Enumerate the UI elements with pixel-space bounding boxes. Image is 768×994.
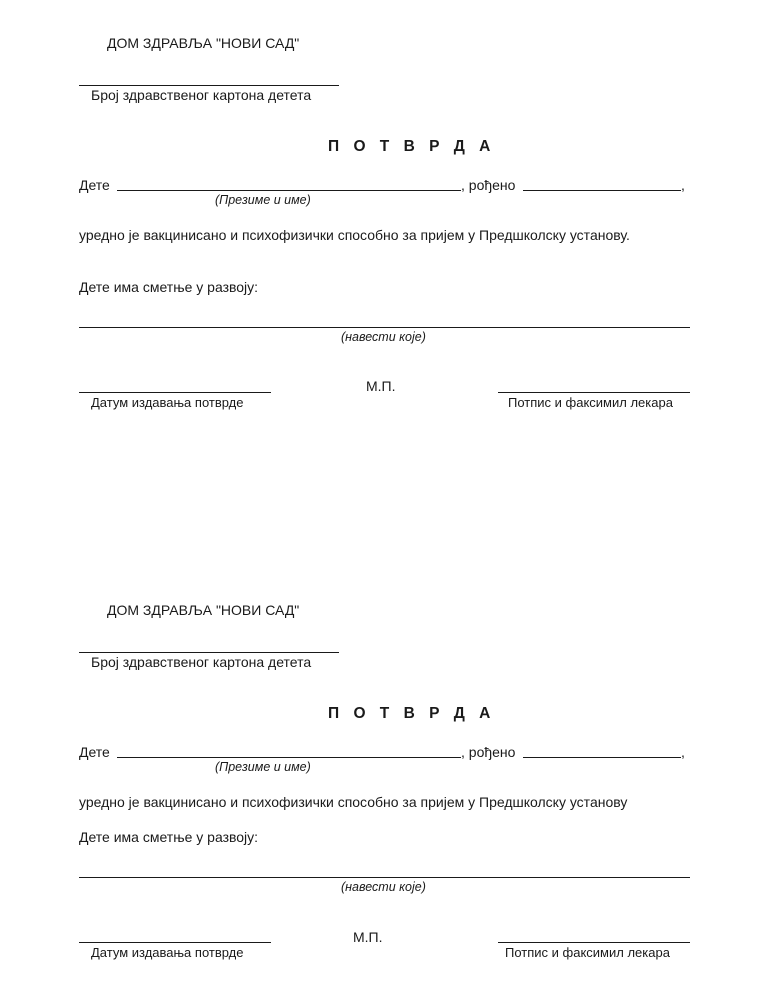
card-number-label: Број здравственог картона детета bbox=[91, 87, 312, 103]
card-number-label: Број здравственог картона детета bbox=[91, 654, 312, 670]
born-label: , рођено bbox=[461, 744, 516, 760]
signature-label: Потпис и факсимил лекара bbox=[505, 945, 670, 960]
statement-text: уредно је вакцинисано и психофизички способно за пријем у Предшколску установу bbox=[79, 794, 628, 810]
issue-date-field-line[interactable] bbox=[79, 392, 271, 393]
issue-date-field-line[interactable] bbox=[79, 942, 271, 943]
child-name-field-line[interactable] bbox=[117, 757, 461, 758]
birth-date-field-line[interactable] bbox=[523, 757, 681, 758]
stamp-placeholder: М.П. bbox=[353, 929, 383, 945]
development-label: Дете има сметње у развоју: bbox=[79, 279, 259, 295]
institution-name: ДОМ ЗДРАВЉА "НОВИ САД" bbox=[107, 35, 300, 51]
development-field-line[interactable] bbox=[79, 327, 690, 328]
specify-hint: (навести које) bbox=[341, 880, 426, 894]
child-prefix: Дете bbox=[79, 177, 110, 193]
name-hint: (Презиме и име) bbox=[215, 193, 311, 207]
comma-text: , bbox=[681, 177, 685, 193]
issue-date-label: Датум издавања потврде bbox=[91, 945, 244, 960]
issue-date-label: Датум издавања потврде bbox=[91, 395, 244, 410]
born-label: , рођено bbox=[461, 177, 516, 193]
institution-name: ДОМ ЗДРАВЉА "НОВИ САД" bbox=[107, 602, 300, 618]
child-name-field-line[interactable] bbox=[117, 190, 461, 191]
stamp-placeholder: М.П. bbox=[366, 378, 396, 394]
development-field-line[interactable] bbox=[79, 877, 690, 878]
certificate-title: П О Т В Р Д А bbox=[328, 138, 496, 155]
specify-hint: (навести које) bbox=[341, 330, 426, 344]
signature-field-line[interactable] bbox=[498, 942, 690, 943]
certificate-title: П О Т В Р Д А bbox=[328, 705, 496, 722]
statement-text: уредно је вакцинисано и психофизички способно за пријем у Предшколску установу. bbox=[79, 227, 630, 243]
signature-field-line[interactable] bbox=[498, 392, 690, 393]
signature-label: Потпис и факсимил лекара bbox=[508, 395, 673, 410]
child-prefix: Дете bbox=[79, 744, 110, 760]
development-label: Дете има сметње у развоју: bbox=[79, 829, 259, 845]
birth-date-field-line[interactable] bbox=[523, 190, 681, 191]
comma-text: , bbox=[681, 744, 685, 760]
name-hint: (Презиме и име) bbox=[215, 760, 311, 774]
card-number-field-line[interactable] bbox=[79, 652, 339, 653]
card-number-field-line[interactable] bbox=[79, 85, 339, 86]
